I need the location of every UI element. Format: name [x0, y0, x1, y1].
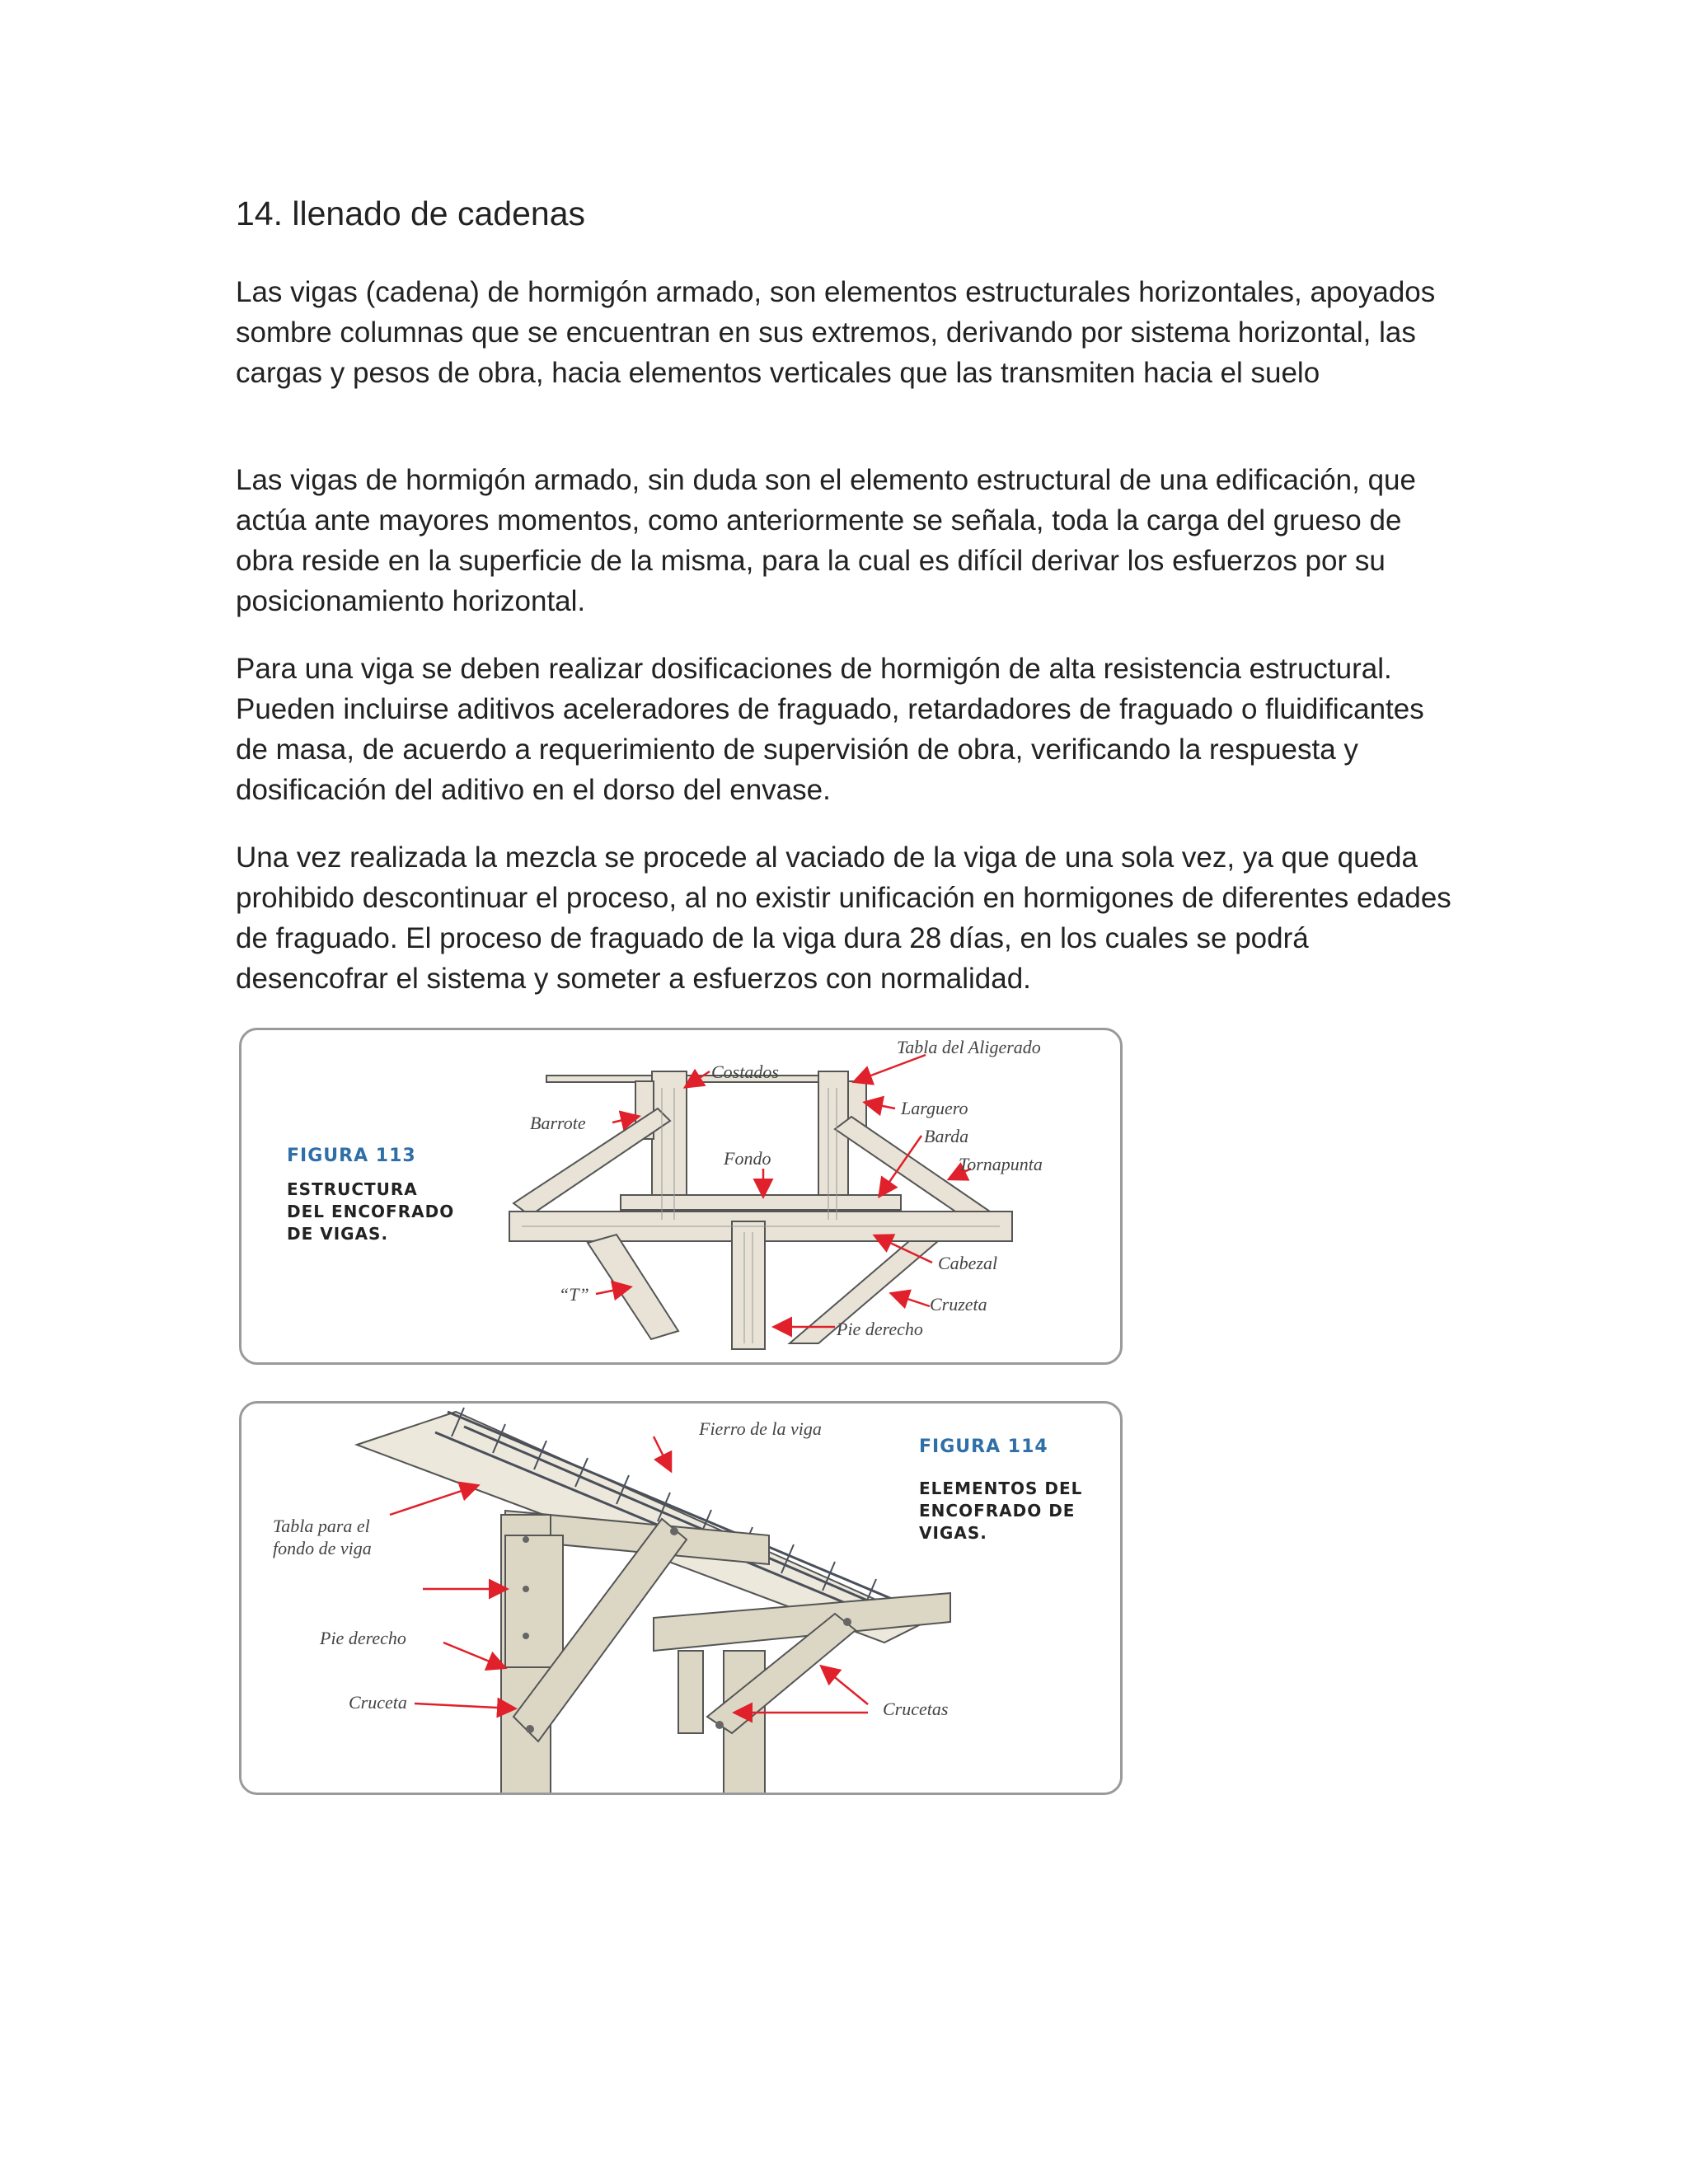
- label-pie-derecho: Pie derecho: [837, 1319, 923, 1339]
- paragraph-4: Una vez realizada la mezcla se procede al vaciado de la viga de una sola vez, ya que queda prohibido descontinuar el proceso, al no existir unificación en hormigones de diferentes edades de fraguado. El proceso de fraguado de la viga dura 28 días, en los cuales se podrá desencofrar el sistema y someter a esfuerzos con normalidad.: [236, 841, 1451, 995]
- paragraph-3: Para una viga se deben realizar dosificaciones de hormigón de alta resistencia estructural. Pueden incluirse aditivos aceleradores de fraguado, retardadores de fraguado o fluidificantes de masa, de acuerdo a requerimiento de supervisión de obra, verificando la respuesta y dosificación del aditivo en el dorso del envase.: [236, 653, 1424, 806]
- label-costados: Costados: [711, 1062, 779, 1082]
- figure-114: [239, 1401, 1123, 1795]
- label-tabla-aligerado: Tabla del Aligerado: [897, 1037, 1041, 1057]
- label-cruzeta: Cruzeta: [930, 1294, 987, 1315]
- paragraph-2: Las vigas de hormigón armado, sin duda son el elemento estructural de una edificación, que actúa ante mayores momentos, como anteriormente se señala, toda la carga del grueso de obra reside en la superficie de la misma, para la cual es difícil derivar los esfuerzos por su posicionamiento horizontal.: [236, 464, 1416, 617]
- paragraph-1: Las vigas (cadena) de hormigón armado, son elementos estructurales horizontales, apoyados sombre columnas que se encuentran en sus extremos, derivando por sistema horizontal, las cargas y pesos de obra, hacia elementos verticales que las transmiten hacia el suelo: [236, 276, 1436, 389]
- label-cruceta: Cruceta: [349, 1692, 407, 1713]
- label-t: “T”: [559, 1284, 589, 1305]
- label-barda: Barda: [924, 1126, 969, 1146]
- figure-113: [239, 1028, 1123, 1365]
- label-barrote: Barrote: [530, 1113, 586, 1133]
- figure-113-caption: ESTRUCTURA DEL ENCOFRADO DE VIGAS.: [287, 1179, 455, 1244]
- label-pie-derecho: Pie derecho: [320, 1628, 406, 1648]
- figure-114-title: FIGURA 114: [919, 1436, 1048, 1457]
- label-fierro-viga: Fierro de la viga: [699, 1418, 822, 1439]
- label-cabezal: Cabezal: [938, 1253, 998, 1273]
- section-heading: 14. llenado de cadenas: [236, 194, 586, 232]
- formwork-elements-illustration: [241, 1404, 1123, 1795]
- label-tabla-fondo-viga: Tabla para el fondo de viga: [273, 1516, 372, 1558]
- label-fondo: Fondo: [724, 1148, 771, 1169]
- figure-114-caption: ELEMENTOS DEL ENCOFRADO DE VIGAS.: [919, 1479, 1083, 1543]
- figure-113-title: FIGURA 113: [287, 1146, 416, 1166]
- label-larguero: Larguero: [901, 1098, 968, 1118]
- label-tornapunta: Tornapunta: [959, 1154, 1043, 1174]
- label-crucetas: Crucetas: [883, 1699, 949, 1719]
